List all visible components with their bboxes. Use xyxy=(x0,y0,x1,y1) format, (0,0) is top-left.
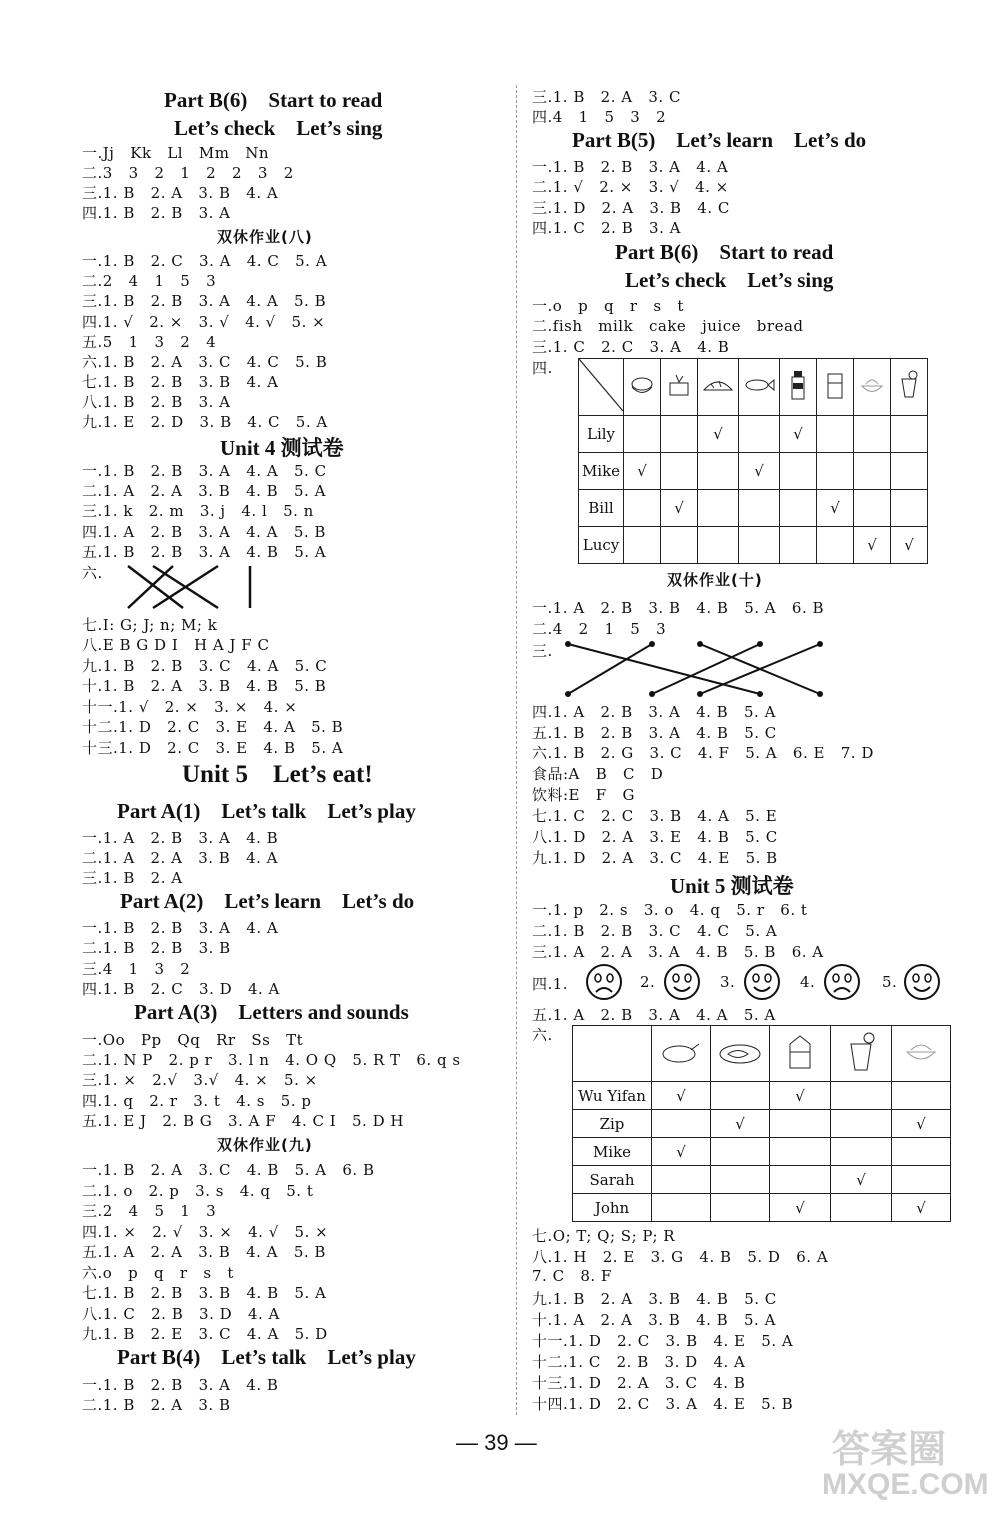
answer-line: 七.1. C 2. C 3. B 4. A 5. E xyxy=(532,807,778,825)
section-heading: Unit 5 测试卷 xyxy=(670,874,794,898)
milk-carton-icon xyxy=(780,1030,820,1074)
food-icon-cell xyxy=(831,1026,892,1082)
check-mark: √ xyxy=(854,527,891,564)
answer-line: 十.1. A 2. A 3. B 4. B 5. A xyxy=(532,1311,776,1329)
answer-line: 八.E B G D I H A J F C xyxy=(82,636,270,654)
fish-icon xyxy=(742,370,776,400)
sad-face-icon xyxy=(822,962,862,1002)
table-row-label: Mike xyxy=(579,453,624,490)
check-mark: √ xyxy=(817,490,854,527)
food-check-table xyxy=(572,1025,951,1222)
matching-lines-diagram xyxy=(560,636,840,702)
answer-line: 四.1. B 2. B 3. A xyxy=(82,204,231,222)
check-mark: √ xyxy=(698,416,739,453)
answer-line: 八.1. C 2. B 3. D 4. A xyxy=(82,1305,280,1323)
answer-line: 三.1. k 2. m 3. j 4. l 5. n xyxy=(82,502,314,520)
check-mark: √ xyxy=(624,453,661,490)
answer-line: 九.1. B 2. A 3. B 4. B 5. C xyxy=(532,1290,777,1308)
happy-face-icon xyxy=(902,962,942,1002)
answer-line: 四.1. √ 2. × 3. √ 4. √ 5. × xyxy=(82,313,326,331)
answer-line: 2. xyxy=(640,973,656,991)
bread-icon xyxy=(701,370,735,400)
answer-line: 一.o p q r s t xyxy=(532,297,684,315)
answer-line: 四.1. B 2. C 3. D 4. A xyxy=(82,980,280,998)
answer-line: 五.5 1 3 2 4 xyxy=(82,333,217,351)
diagonal-divider xyxy=(579,359,623,411)
answer-line: 八.1. B 2. B 3. A xyxy=(82,393,231,411)
bowl-icon xyxy=(627,370,657,400)
answer-line: 十一.1. D 2. C 3. B 4. E 5. A xyxy=(532,1332,794,1350)
glass-icon xyxy=(823,369,847,401)
answer-line: 四. xyxy=(532,359,553,377)
table-row-label: Wu Yifan xyxy=(573,1082,652,1110)
answer-line: 七.1. B 2. B 3. B 4. A xyxy=(82,373,279,391)
check-mark: √ xyxy=(652,1082,711,1110)
answer-line: 六. xyxy=(82,564,103,582)
table-row-label: Sarah xyxy=(573,1166,652,1194)
answer-line: 二.1. N P 2. p r 3. l n 4. O Q 5. R T 6. q s xyxy=(82,1051,461,1069)
answer-line: 二.4 2 1 5 3 xyxy=(532,620,667,638)
section-heading-cn: 双休作业(十) xyxy=(667,571,763,589)
answer-line: 十一.1. √ 2. × 3. × 4. × xyxy=(82,698,298,716)
answer-line: 九.1. B 2. B 3. C 4. A 5. C xyxy=(82,657,328,675)
table-row-label: John xyxy=(573,1194,652,1222)
answer-line: 一.1. B 2. B 3. A 4. A xyxy=(82,919,279,937)
check-mark: √ xyxy=(739,453,780,490)
answer-line: 十三.1. D 2. A 3. C 4. B xyxy=(532,1374,746,1392)
table-corner xyxy=(573,1026,652,1082)
answer-line: 三.1. B 2. A 3. B 4. A xyxy=(82,184,279,202)
answer-line: 九.1. D 2. A 3. C 4. E 5. B xyxy=(532,849,778,867)
answer-line: 三.1. A 2. A 3. A 4. B 5. B 6. A xyxy=(532,943,824,961)
food-icon-cell xyxy=(780,359,817,416)
answer-line: 七.O; T; Q; S; P; R xyxy=(532,1227,676,1245)
check-mark: √ xyxy=(892,1194,951,1222)
answer-line: 八.1. D 2. A 3. E 4. B 5. C xyxy=(532,828,778,846)
section-heading: Unit 4 测试卷 xyxy=(220,436,344,460)
table-corner xyxy=(579,359,624,416)
answer-line: 十三.1. D 2. C 3. E 4. B 5. A xyxy=(82,739,344,757)
answer-line: 一.1. B 2. B 3. A 4. A 5. C xyxy=(82,462,327,480)
match-line xyxy=(568,644,652,694)
food-icon-cell xyxy=(711,1026,770,1082)
answer-line: 六.1. B 2. G 3. C 4. F 5. A 6. E 7. D xyxy=(532,744,874,762)
answer-line: 五.1. E J 2. B G 3. A F 4. C I 5. D H xyxy=(82,1112,404,1130)
milk-bottle-icon xyxy=(786,367,810,403)
section-heading-cn: 双休作业(八) xyxy=(217,228,313,246)
page-number: — 39 — xyxy=(456,1430,537,1455)
check-mark: √ xyxy=(770,1082,831,1110)
answer-line: 一.Oo Pp Qq Rr Ss Tt xyxy=(82,1031,304,1049)
table-row-label: Zip xyxy=(573,1110,652,1138)
answer-line: 三.4 1 3 2 xyxy=(82,960,191,978)
answer-line: 四.1. xyxy=(532,975,569,993)
match-line xyxy=(568,644,760,694)
juice-icon xyxy=(841,1030,881,1074)
matching-lines-diagram xyxy=(118,560,268,616)
table-row-label: Bill xyxy=(579,490,624,527)
answer-line: 7. C 8. F xyxy=(532,1267,612,1285)
happy-face-icon xyxy=(742,962,782,1002)
answer-line: 四.1. A 2. B 3. A 4. B 5. A xyxy=(532,703,776,721)
answer-line: 三.2 4 5 1 3 xyxy=(82,1202,217,1220)
answer-line: 四.1. A 2. B 3. A 4. A 5. B xyxy=(82,523,326,541)
answer-line: 二.1. √ 2. × 3. √ 4. × xyxy=(532,178,729,196)
section-heading: Part A(3) Letters and sounds xyxy=(134,1000,409,1024)
chicken-icon xyxy=(657,1034,705,1070)
answer-line: 一.1. p 2. s 3. o 4. q 5. r 6. t xyxy=(532,901,808,919)
answer-line: 3. xyxy=(720,973,736,991)
table-row-label: Lucy xyxy=(579,527,624,564)
match-line xyxy=(652,644,760,694)
answer-line: 三.1. B 2. B 3. A 4. A 5. B xyxy=(82,292,327,310)
answer-line: 六.o p q r s t xyxy=(82,1264,234,1282)
answer-line: 二.1. o 2. p 3. s 4. q 5. t xyxy=(82,1182,314,1200)
answer-line: 十二.1. D 2. C 3. E 4. A 5. B xyxy=(82,718,344,736)
answer-line: 一.Jj Kk Ll Mm Nn xyxy=(82,144,270,162)
answer-line: 一.1. B 2. C 3. A 4. C 5. A xyxy=(82,252,328,270)
answer-line: 三.1. B 2. A 3. C xyxy=(532,88,681,106)
answer-line: 二.3 3 2 1 2 2 3 2 xyxy=(82,164,294,182)
answer-line: 一.1. A 2. B 3. B 4. B 5. A 6. B xyxy=(532,599,825,617)
answer-line: 一.1. B 2. A 3. C 4. B 5. A 6. B xyxy=(82,1161,375,1179)
answer-line: 食品:A B C D xyxy=(532,765,664,783)
answer-line: 二.fish milk cake juice bread xyxy=(532,317,804,335)
answer-line: 三.1. × 2.√ 3.√ 4. × 5. × xyxy=(82,1071,318,1089)
check-mark: √ xyxy=(891,527,928,564)
cake-icon xyxy=(664,370,694,400)
check-mark: √ xyxy=(770,1194,831,1222)
check-mark: √ xyxy=(831,1166,892,1194)
answer-line: 三.1. C 2. C 3. A 4. B xyxy=(532,338,730,356)
answer-line: 二.1. A 2. A 3. B 4. A xyxy=(82,849,279,867)
food-check-table xyxy=(578,358,928,564)
answer-line: 八.1. H 2. E 3. G 4. B 5. D 6. A xyxy=(532,1248,829,1266)
table-row-label: Mike xyxy=(573,1138,652,1166)
food-icon-cell xyxy=(624,359,661,416)
answer-line: 五.1. A 2. A 3. B 4. A 5. B xyxy=(82,1243,326,1261)
section-subheading: Let’s check Let’s sing xyxy=(174,116,383,140)
section-heading: Part B(6) Start to read xyxy=(615,240,834,264)
rice-bowl-icon xyxy=(899,1034,943,1070)
watermark-url: MXQE.COM xyxy=(822,1468,989,1501)
food-icon-cell xyxy=(652,1026,711,1082)
unit-heading: Unit 5 Let’s eat! xyxy=(182,761,373,788)
answer-line: 五.1. A 2. B 3. A 4. A 5. A xyxy=(532,1006,776,1024)
section-heading: Part A(1) Let’s talk Let’s play xyxy=(117,799,416,823)
food-icon-cell xyxy=(661,359,698,416)
answer-line: 十四.1. D 2. C 3. A 4. E 5. B xyxy=(532,1395,794,1413)
column-divider xyxy=(516,85,517,1415)
answer-line: 饮料:E F G xyxy=(532,786,636,804)
fish-plate-icon xyxy=(716,1034,764,1070)
section-heading: Part B(6) Start to read xyxy=(164,88,383,112)
answer-line: 四.1. C 2. B 3. A xyxy=(532,219,681,237)
answer-line: 五.1. B 2. B 3. A 4. B 5. A xyxy=(82,543,327,561)
food-icon-cell xyxy=(891,359,928,416)
section-heading: Part B(4) Let’s talk Let’s play xyxy=(117,1345,416,1369)
food-icon-cell xyxy=(817,359,854,416)
answer-line: 二.2 4 1 5 3 xyxy=(82,272,217,290)
section-heading-cn: 双休作业(九) xyxy=(217,1136,313,1154)
watermark-logo: 答案圈 xyxy=(832,1429,947,1471)
section-heading: Part B(5) Let’s learn Let’s do xyxy=(572,128,867,152)
food-icon-cell xyxy=(854,359,891,416)
answer-line: 四.4 1 5 3 2 xyxy=(532,108,667,126)
answer-line: 九.1. B 2. E 3. C 4. A 5. D xyxy=(82,1325,328,1343)
answer-line: 六.1. B 2. A 3. C 4. C 5. B xyxy=(82,353,328,371)
section-subheading: Let’s check Let’s sing xyxy=(625,268,834,292)
check-mark: √ xyxy=(711,1110,770,1138)
answer-line: 十.1. B 2. A 3. B 4. B 5. B xyxy=(82,677,327,695)
food-icon-cell xyxy=(892,1026,951,1082)
check-mark: √ xyxy=(661,490,698,527)
answer-line: 一.1. B 2. B 3. A 4. A xyxy=(532,158,729,176)
answer-line: 十二.1. C 2. B 3. D 4. A xyxy=(532,1353,746,1371)
food-icon-cell xyxy=(770,1026,831,1082)
answer-line: 四.1. × 2. √ 3. × 4. √ 5. × xyxy=(82,1223,329,1241)
answer-line: 二.1. B 2. A 3. B xyxy=(82,1396,231,1414)
section-heading: Part A(2) Let’s learn Let’s do xyxy=(120,889,415,913)
answer-line: 5. xyxy=(882,973,898,991)
table-row-label: Lily xyxy=(579,416,624,453)
answer-line: 七.I: G; J; n; M; k xyxy=(82,616,218,634)
answer-line: 4. xyxy=(800,973,816,991)
answer-line: 四.1. q 2. r 3. t 4. s 5. p xyxy=(82,1092,312,1110)
food-icon-cell xyxy=(739,359,780,416)
sad-face-icon xyxy=(584,962,624,1002)
answer-line: 五.1. B 2. B 3. A 4. B 5. C xyxy=(532,724,777,742)
rice-bowl-icon xyxy=(857,370,887,400)
juice-icon xyxy=(894,369,924,401)
answer-line: 三.1. B 2. A xyxy=(82,869,183,887)
answer-line: 二.1. A 2. A 3. B 4. B 5. A xyxy=(82,482,326,500)
answer-line: 一.1. A 2. B 3. A 4. B xyxy=(82,829,279,847)
answer-line: 三.1. D 2. A 3. B 4. C xyxy=(532,199,730,217)
answer-line: 九.1. E 2. D 3. B 4. C 5. A xyxy=(82,413,328,431)
check-mark: √ xyxy=(892,1110,951,1138)
answer-line: 一.1. B 2. B 3. A 4. B xyxy=(82,1376,279,1394)
happy-face-icon xyxy=(662,962,702,1002)
answer-line: 三. xyxy=(532,642,553,660)
answer-line: 七.1. B 2. B 3. B 4. B 5. A xyxy=(82,1284,327,1302)
answer-line: 二.1. B 2. B 3. B xyxy=(82,939,231,957)
check-mark: √ xyxy=(652,1138,711,1166)
answer-line: 六. xyxy=(532,1026,553,1044)
answer-line: 二.1. B 2. B 3. C 4. C 5. A xyxy=(532,922,778,940)
check-mark: √ xyxy=(780,416,817,453)
food-icon-cell xyxy=(698,359,739,416)
